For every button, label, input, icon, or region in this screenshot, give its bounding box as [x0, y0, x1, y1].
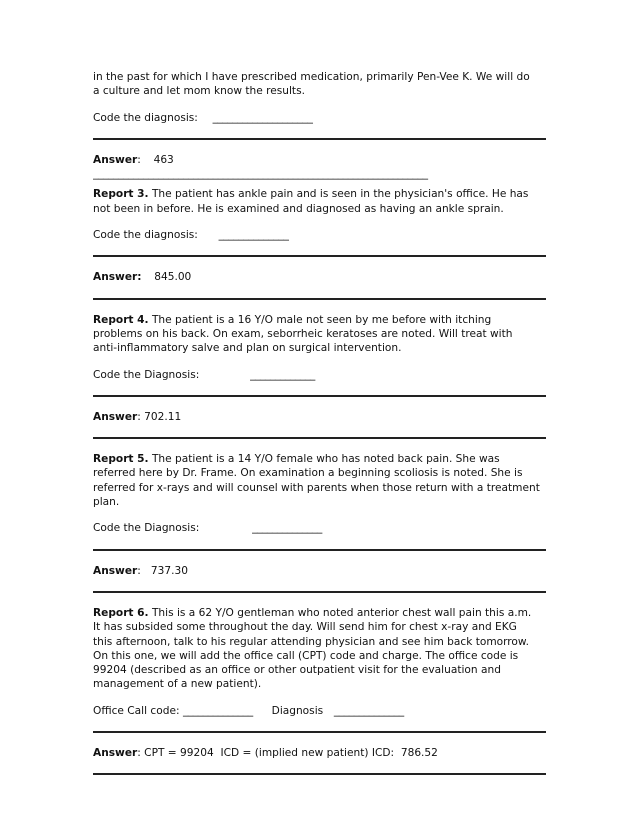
divider: [93, 773, 546, 775]
report6-line-3: this afternoon, talk to his regular attending physician and see him back tomorrow.: [93, 635, 529, 648]
divider: [93, 395, 546, 397]
office-call-prompt: Office Call code:: [93, 704, 180, 717]
answer-label: Answer: [93, 410, 138, 423]
intro-answer-line: Answer: 463: [93, 153, 174, 166]
diagnosis-blank: ______________: [333, 704, 404, 717]
report5-line-4: plan.: [93, 496, 120, 509]
report3-line-2: not been in before. He is examined and diagnosed as having an ankle sprain.: [93, 202, 504, 215]
report4-blank: _____________: [250, 368, 316, 381]
report5-line-1: Report 5. The patient is a 14 Y/O female who has noted back pain. She was: [93, 453, 500, 466]
report6-answer-line: [93, 746, 546, 760]
report3-answer-line: [93, 270, 546, 284]
report6-line-5: 99204 (described as an office or other outpatient visit for the evaluation and: [93, 664, 501, 677]
report3-prompt: Code the diagnosis:: [93, 229, 198, 242]
answer-label: Answer: [93, 747, 138, 760]
report6-line-6: management of a new patient).: [93, 678, 262, 691]
divider: [93, 437, 546, 439]
report6-line-4: On this one, we will add the office call (CPT) code and charge. The office code is: [93, 649, 519, 662]
divider: [93, 549, 546, 551]
answer-underline: ___________________________________________________________________: [93, 168, 428, 181]
report4-line-1: Report 4. The patient is a 16 Y/O male not seen by me before with itching: [93, 313, 492, 326]
document-page: [93, 70, 546, 775]
answer-value: : 737.30: [137, 564, 188, 577]
divider: [93, 591, 546, 593]
report3-label: Report 3.: [93, 188, 149, 201]
report3-line-1: Report 3. The patient has ankle pain and is seen in the physician's office. He has: [93, 188, 529, 201]
report5-line-2: referred here by Dr. Frame. On examination a beginning scoliosis is noted. She is: [93, 467, 523, 480]
report5-prompt: Code the Diagnosis:: [93, 522, 200, 535]
answer-label: Answer: [93, 153, 138, 166]
answer-value: : 702.11: [137, 410, 182, 423]
report6-label: Report 6.: [93, 606, 149, 619]
report6-line-2: It has subsided some throughout the day. Will send him for chest x-ray and EKG: [93, 621, 517, 634]
report6-line-1: Report 6. This is a 62 Y/O gentleman who noted anterior chest wall pain this a.m.: [93, 606, 532, 619]
report4-answer-line: [93, 410, 546, 424]
intro-prompt-line: [93, 111, 546, 125]
answer-value: 845.00: [154, 271, 192, 284]
answer-label: Answer: [93, 564, 138, 577]
answer-value: : CPT = 99204 ICD = (implied new patient) ICD: 786.52: [137, 747, 438, 760]
report4-line-2: problems on his back. On exam, seborrheic keratoses are noted. Will treat with: [93, 327, 513, 340]
report5-line-3: referred for x-rays and will counsel with parents when those return with a treatment: [93, 481, 540, 494]
answer-label: Answer:: [93, 271, 142, 284]
report4-label: Report 4.: [93, 313, 149, 326]
intro-prompt: Code the diagnosis:: [93, 111, 198, 124]
report5-blank: ______________: [252, 522, 323, 535]
intro-blank: ____________________: [212, 111, 313, 124]
report4-prompt: Code the Diagnosis:: [93, 368, 200, 381]
report4-line-3: anti-inflammatory salve and plan on surgical intervention.: [93, 342, 402, 355]
divider: [93, 138, 546, 140]
report5-answer-line: [93, 564, 546, 578]
report3-blank: ______________: [218, 229, 289, 242]
report5-label: Report 5.: [93, 453, 149, 466]
report3-prompt-line: [93, 228, 546, 242]
report6-prompt-line: [93, 704, 546, 718]
office-call-blank: ______________: [182, 704, 253, 717]
report5-prompt-line: [93, 521, 546, 535]
report4-prompt-line: [93, 368, 546, 382]
answer-value: 463: [153, 153, 174, 166]
divider: [93, 255, 546, 257]
diagnosis-prompt: Diagnosis: [271, 704, 324, 717]
intro-line-2: a culture and let mom know the results.: [93, 85, 305, 98]
divider: [93, 731, 546, 733]
intro-line-1: in the past for which I have prescribed medication, primarily Pen-Vee K. We will do: [93, 71, 530, 83]
divider: [93, 298, 546, 300]
